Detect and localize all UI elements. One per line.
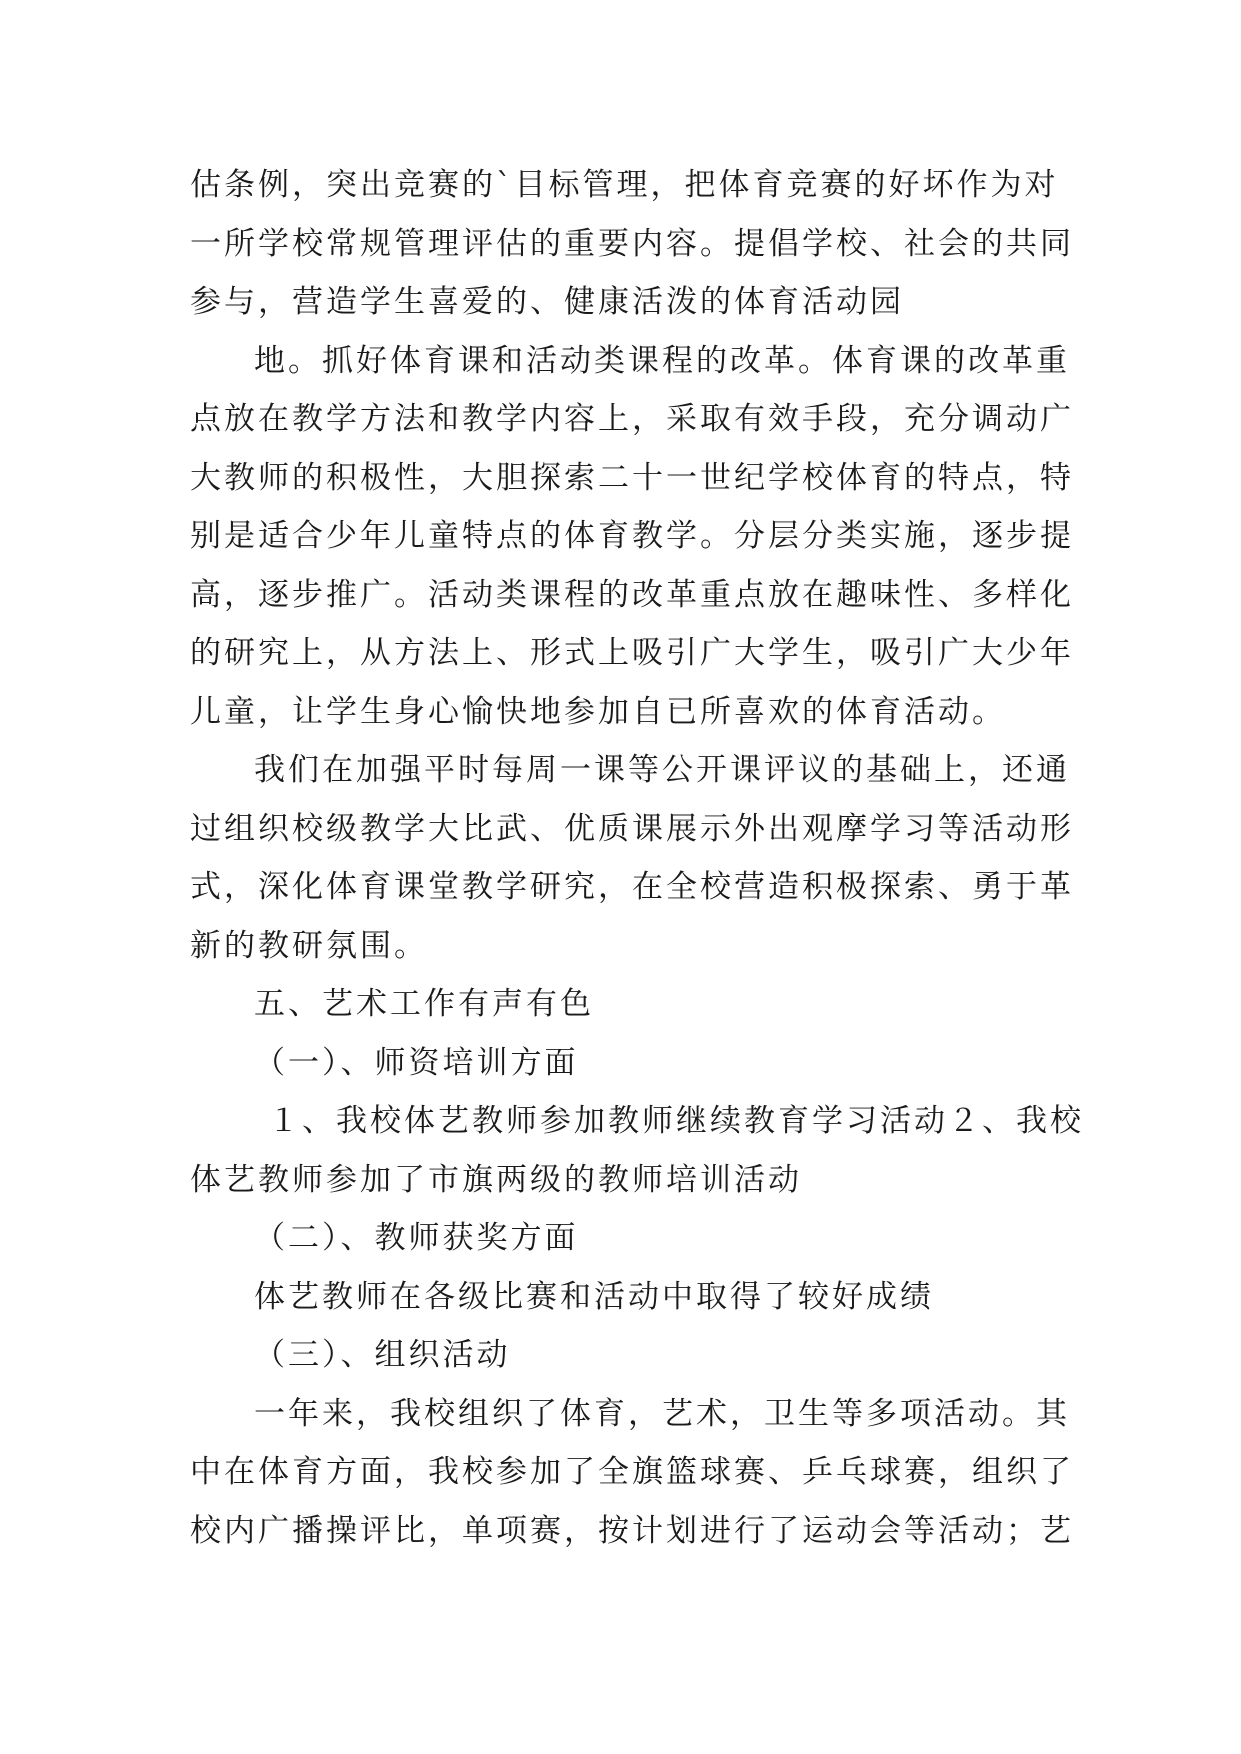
text-line: 式，深化体育课堂教学研究，在全校营造积极探索、勇于革 [190, 869, 1074, 905]
text-line: 别是适合少年儿童特点的体育教学。分层分类实施，逐步提 [190, 518, 1074, 554]
text-line: 我们在加强平时每周一课等公开课评议的基础上，还通 [254, 752, 1070, 788]
text-line: 高，逐步推广。活动类课程的改革重点放在趣味性、多样化 [190, 576, 1074, 613]
text-line: （二）、教师获奖方面 [254, 1220, 579, 1256]
text-line: 一年来，我校组织了体育，艺术，卫生等多项活动。其 [254, 1395, 1070, 1432]
text-line: 点放在教学方法和教学内容上，采取有效手段，充分调动广 [190, 401, 1074, 437]
text-line: （一）、师资培训方面 [254, 1044, 579, 1081]
text-line: 参与，营造学生喜爱的、健康活泼的体育活动园 [190, 284, 904, 320]
text-line: 儿童，让学生身心愉快地参加自已所喜欢的体育活动。 [190, 693, 1006, 730]
text-line: 过组织校级教学大比武、优质课展示外出观摩学习等活动形 [190, 810, 1074, 847]
text-line: 体艺教师参加了市旗两级的教师培训活动 [190, 1161, 802, 1198]
text-line: 一所学校常规管理评估的重要内容。提倡学校、社会的共同 [190, 225, 1074, 262]
text-line: 估条例，突出竞赛的`目标管理，把体育竞赛的好坏作为对 [190, 167, 1059, 203]
text-line: （三）、组织活动 [254, 1337, 511, 1373]
text-line: 中在体育方面，我校参加了全旗篮球赛、乒乓球赛，组织了 [190, 1454, 1074, 1490]
document-body [190, 156, 1084, 1560]
text-line: 体艺教师在各级比赛和活动中取得了较好成绩 [254, 1278, 934, 1315]
text-line: 地。抓好体育课和活动类课程的改革。体育课的改革重 [254, 342, 1070, 379]
text-line: 新的教研氛围。 [190, 927, 428, 964]
text-line: 校内广播操评比，单项赛，按计划进行了运动会等活动；艺 [190, 1512, 1074, 1549]
text-line: 五、艺术工作有声有色 [254, 986, 594, 1022]
text-line: 大教师的积极性，大胆探索二十一世纪学校体育的特点，特 [190, 459, 1074, 496]
text-line: １、我校体艺教师参加教师继续教育学习活动２、我校 [268, 1103, 1084, 1139]
text-line: 的研究上，从方法上、形式上吸引广大学生，吸引广大少年 [190, 635, 1074, 671]
